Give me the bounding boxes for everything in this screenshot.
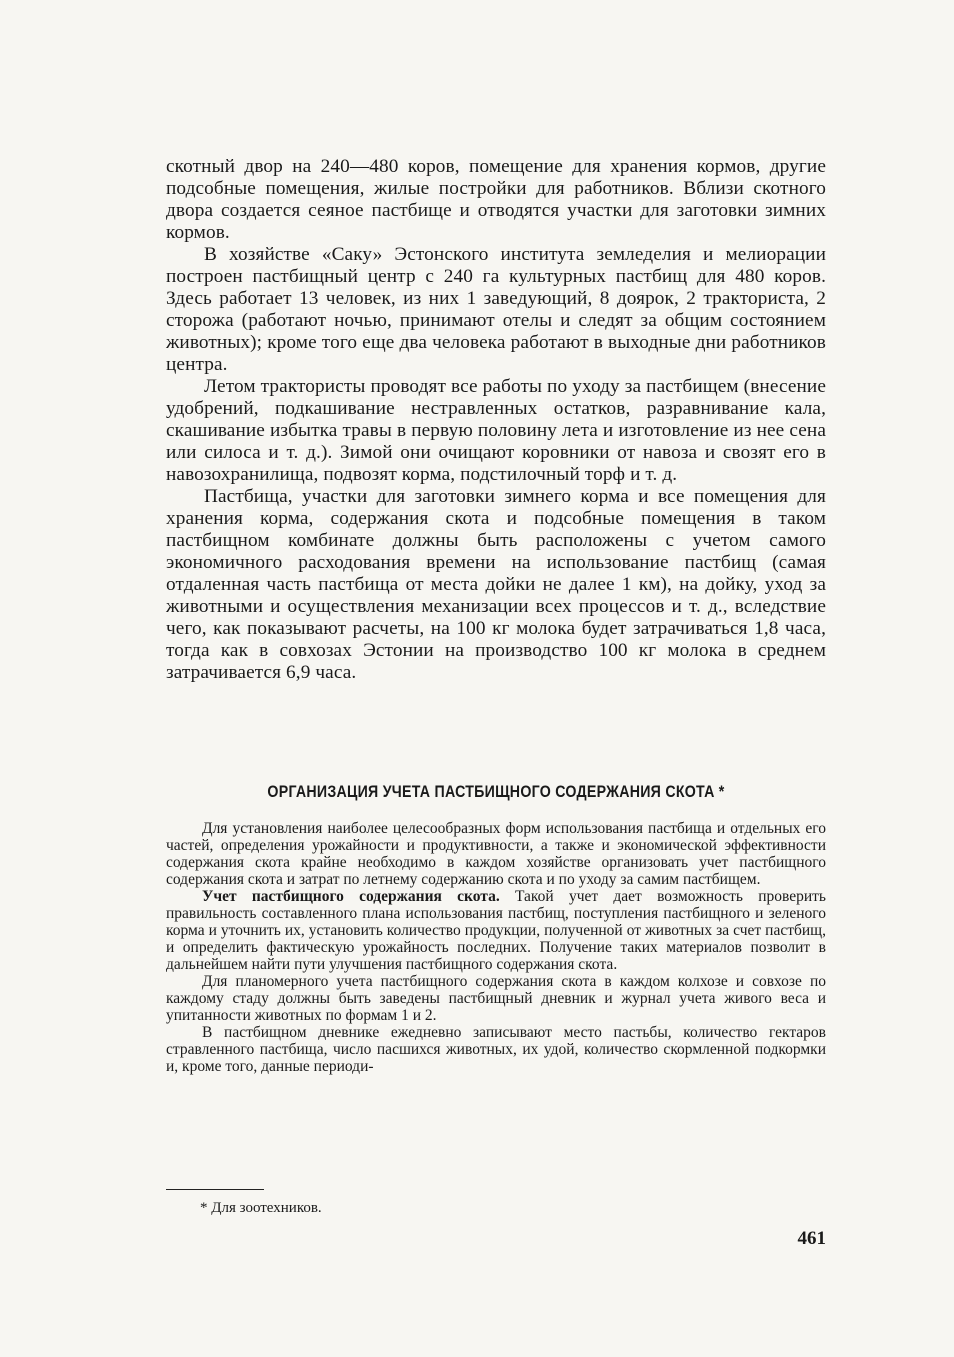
footnote: * Для зоотехников. bbox=[200, 1200, 322, 1216]
paragraph: Летом трактористы проводят все работы по уходу за пастбищем (внесение удобрений, подкашивание нестравленных остатков, разравнивание кала, скашивание избытка травы в первую половину лета и изготовление из нее сена или силоса и т. д.). Зимой они очищают коровники от навоза и свозят его в навозохранилища, подвозят корма, подстилочный торф и т. д. bbox=[166, 376, 826, 485]
paragraph: В хозяйстве «Саку» Эстонского института земледелия и мелиорации построен пастбищный центр с 240 га культурных пастбищ для 480 коров. Здесь работает 13 человек, из них 1 заведующий, 8 доярок, 2 тракториста, 2 сторожа (работают ночью, принимают отелы и следят за общим состоянием животных); кроме того еще два человека работают в выходные дни работников центра. bbox=[166, 244, 826, 375]
section-heading: ОРГАНИЗАЦИЯ УЧЕТА ПАСТБИЩНОГО СОДЕРЖАНИЯ СКОТА * bbox=[267, 783, 725, 801]
paragraph: Для планомерного учета пастбищного содержания скота в каждом колхозе и совхозе по каждому стаду должны быть заведены пастбищный дневник и журнал учета живого веса и упитанности животных по формам 1 и 2. bbox=[166, 973, 826, 1024]
footnote-rule bbox=[166, 1189, 264, 1190]
paragraph: скотный двор на 240—480 коров, помещение для хранения кормов, другие подсобные помещения, жилые постройки для работников. Вблизи скотного двора создается сеяное пастбище и отводятся участки для заготовки зимних кормов. bbox=[166, 156, 826, 243]
page-number: 461 bbox=[797, 1228, 826, 1249]
section-text bbox=[166, 820, 826, 1075]
paragraph bbox=[166, 888, 826, 973]
paragraph: Для установления наиболее целесообразных форм использования пастбища и отдельных его частей, определения урожайности и продуктивности, а также и экономической эффективности содержания скота крайне необходимо в каждом хозяйстве организовать учет пастбищного содержания скота и затрат по летнему содержанию скота и по уходу за самим пастбищем. bbox=[166, 820, 826, 888]
paragraph: Пастбища, участки для заготовки зимнего корма и все помещения для хранения корма, содержания скота и подсобные помещения в таком пастбищном комбинате должны быть расположены с учетом самого экономичного расходования времени на использование пастбищ (самая отдаленная часть пастбища от места дойки не далее 1 км), на дойку, уход за животными и осуществления механизации всех процессов и т. д., вследствие чего, как показывают расчеты, на 100 кг молока будет затрачиваться 1,8 часа, тогда как в совхозах Эстонии на производство 100 кг молока в среднем затрачивается 6,9 часа. bbox=[166, 486, 826, 683]
paragraph-text: Такой учет дает возможность проверить правильность составленного плана использования пастбищ, поступления пастбищного и зеленого корма и уточнить их, установить количество продукции, полученной от животных за счет пастбищ, и определить фактическую урожайность последних. Получение таких материалов позволит в дальнейшем найти пути улучшения пастбищного содержания скота. bbox=[166, 888, 827, 973]
paragraph: В пастбищном дневнике ежедневно записывают место пастьбы, количество гектаров стравленного пастбища, число пасшихся животных, их удой, количество скормленной подкормки и, кроме того, данные периоди- bbox=[166, 1024, 826, 1075]
run-in-heading: Учет пастбищного содержания скота. bbox=[202, 888, 500, 905]
main-text bbox=[166, 156, 826, 684]
